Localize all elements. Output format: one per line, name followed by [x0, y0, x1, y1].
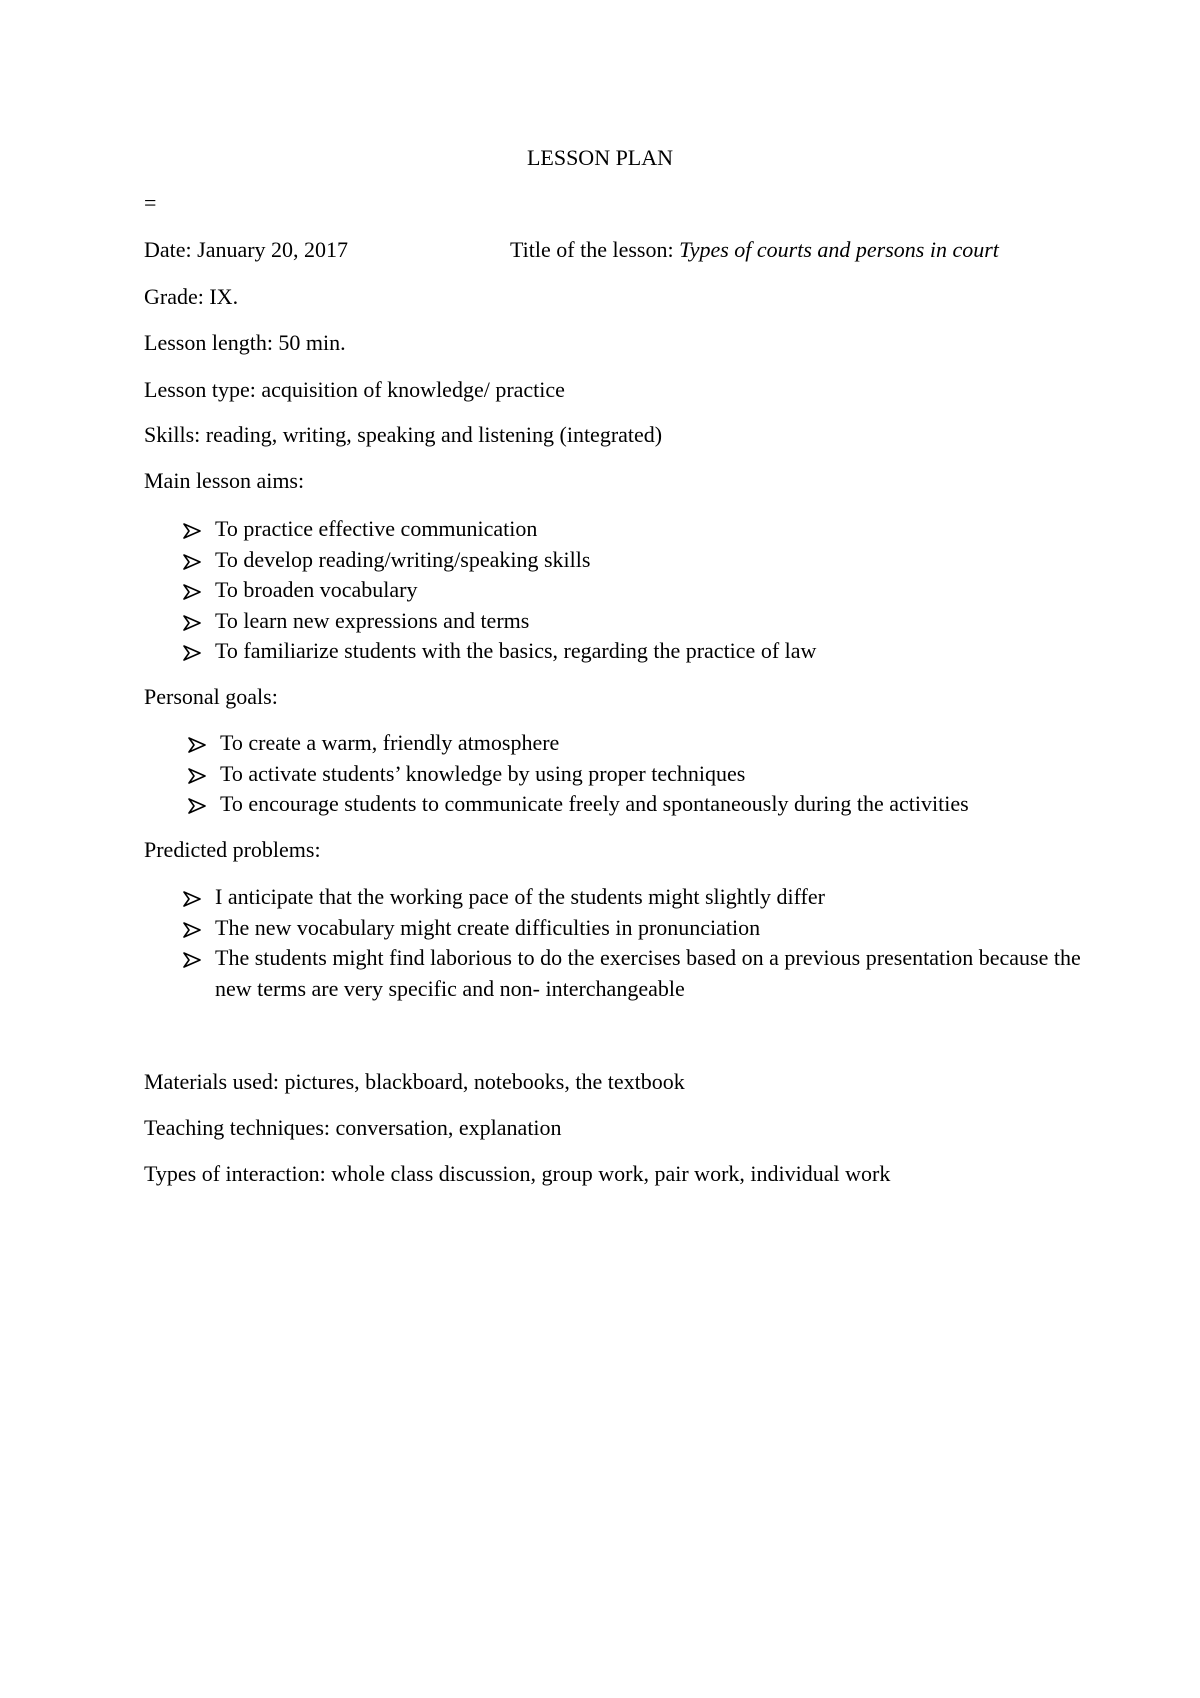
predicted-problems-list [181, 882, 1095, 1004]
lesson-title-label: Title of the lesson: [510, 237, 680, 262]
personal-goals-list [186, 728, 969, 820]
list-item-text: The students might find laborious to do the exercises based on a previous presentation because the new terms are very specific and non- interchangeable [215, 945, 1081, 1001]
list-item-text: The new vocabulary might create difficulties in pronunciation [215, 914, 761, 940]
predicted-problems-label: Predicted problems: [144, 837, 321, 862]
list-item-text: To familiarize students with the basics, regarding the practice of law [215, 638, 817, 663]
lesson-date: Date: January 20, 2017 [144, 237, 349, 262]
list-item [181, 514, 816, 545]
main-aims-label: Main lesson aims: [144, 468, 305, 493]
materials-used: Materials used: pictures, blackboard, notebooks, the textbook [144, 1069, 685, 1094]
list-item [181, 636, 816, 667]
teaching-techniques: Teaching techniques: conversation, explanation [144, 1115, 562, 1140]
list-item [181, 913, 1095, 944]
list-item [186, 728, 969, 759]
list-item [181, 882, 1095, 913]
skills: Skills: reading, writing, speaking and listening (integrated) [144, 422, 663, 447]
list-item-text: To encourage students to communicate freely and spontaneously during the activities [220, 791, 969, 816]
list-item-text: To create a warm, friendly atmosphere [220, 730, 560, 755]
lesson-title [510, 235, 999, 265]
lesson-type: Lesson type: acquisition of knowledge/ practice [144, 377, 565, 402]
personal-goals-label: Personal goals: [144, 684, 278, 709]
list-item [186, 759, 969, 790]
list-item [181, 575, 816, 606]
separator-mark: = [144, 190, 157, 215]
list-item-text: To learn new expressions and terms [215, 607, 530, 633]
list-item [181, 606, 816, 637]
list-item-text: To develop reading/writing/speaking skills [215, 546, 591, 572]
lesson-title-value: Types of courts and persons in court [679, 237, 999, 262]
grade: Grade: IX. [144, 284, 239, 309]
document-heading: LESSON PLAN [526, 145, 674, 170]
main-aims-list [181, 514, 816, 667]
list-item [186, 789, 969, 820]
list-item-text: I anticipate that the working pace of the students might slightly differ [215, 884, 825, 909]
list-item [181, 943, 1095, 1004]
list-item-text: To practice effective communication [215, 516, 538, 541]
list-item-text: To broaden vocabulary [215, 577, 418, 602]
list-item-text: To activate students’ knowledge by using proper techniques [220, 760, 746, 786]
interaction-types: Types of interaction: whole class discussion, group work, pair work, individual work [144, 1161, 891, 1186]
list-item [181, 545, 816, 576]
lesson-length: Lesson length: 50 min. [144, 330, 346, 355]
